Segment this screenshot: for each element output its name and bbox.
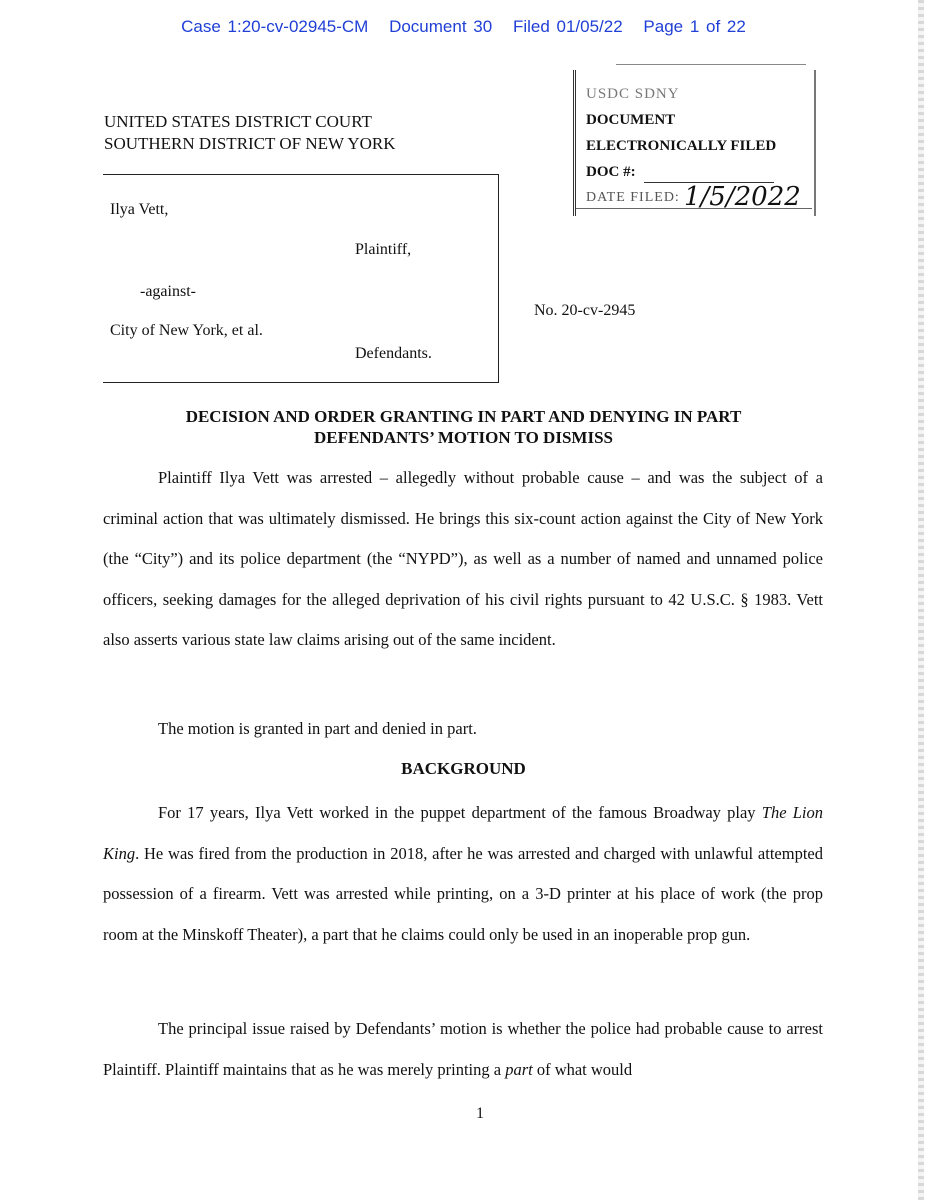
stamp-doc-number: DOC #: xyxy=(586,164,636,180)
paragraph-background xyxy=(103,793,823,955)
stamp-document: DOCUMENT xyxy=(586,112,676,128)
paragraph-disposition: The motion is granted in part and denied in part. xyxy=(158,719,477,738)
docket-number: No. 20-cv-2945 xyxy=(534,302,636,319)
document-title xyxy=(0,406,927,448)
stamp-date-filed-label: DATE FILED: xyxy=(586,190,680,205)
stamp-electronically-filed: ELECTRONICALLY FILED xyxy=(586,138,777,154)
stamp-usdc: USDC SDNY xyxy=(586,86,680,102)
document-number-header: Document 30 xyxy=(389,17,493,36)
title-line-2: DEFENDANTS’ MOTION TO DISMISS xyxy=(314,428,613,447)
play-title: The Lion King xyxy=(103,803,824,863)
background-text-a: For 17 years, Ilya Vett worked in the puppet department of the famous Broadway play xyxy=(158,803,762,822)
filed-date-header: Filed 01/05/22 xyxy=(512,17,623,36)
issue-italic-part: part xyxy=(505,1059,533,1079)
title-line-1: DECISION AND ORDER GRANTING IN PART AND DENYING IN PART xyxy=(185,407,742,426)
court-line-2: SOUTHERN DISTRICT OF NEW YORK xyxy=(104,134,396,153)
defendant-label: Defendants. xyxy=(355,345,432,362)
page-number: 1 xyxy=(476,1105,484,1122)
filing-stamp xyxy=(573,70,816,216)
plaintiff-name: Ilya Vett, xyxy=(110,201,169,218)
case-number-header: Case 1:20-cv-02945-CM xyxy=(181,17,369,36)
defendant-name: City of New York, et al. xyxy=(110,322,263,339)
court-name xyxy=(104,111,396,155)
ecf-header xyxy=(0,17,927,37)
plaintiff-label: Plaintiff, xyxy=(355,241,412,258)
paragraph-principal-issue xyxy=(103,1009,823,1090)
against-label: -against- xyxy=(140,283,196,300)
stamp-date-filed-handwritten: 1/5/2022 xyxy=(684,182,801,212)
issue-text-a: The principal issue raised by Defendants’ motion is whether the police had probable cause to arrest Plaintiff. Plaintiff maintains that as he was merely printing a xyxy=(103,1019,823,1079)
background-text-b: . He was fired from the production in 2018, after he was arrested and charged with unlawful attempted possession of a firearm. Vett was arrested while printing, on a 3-D printer at his place of work (the prop room at the Minskoff Theater), a part that he claims could only be used in an inoperable prop gun. xyxy=(103,843,823,944)
scan-edge xyxy=(918,0,924,1200)
page-count-header: Page 1 of 22 xyxy=(643,17,746,36)
issue-text-b: of what would xyxy=(532,1059,633,1079)
paragraph-intro: Plaintiff Ilya Vett was arrested – allegedly without probable cause – and was the subject of a criminal action that was ultimately dismissed. He brings this six-count action against the City of New York (the “City”) and its police department (the “NYPD”), as well as a number of named and unnamed police officers, seeking damages for the alleged deprivation of his civil rights pursuant to 42 U.S.C. § 1983. Vett also asserts various state law claims arising out of the same incident. xyxy=(103,468,823,649)
court-line-1: UNITED STATES DISTRICT COURT xyxy=(104,112,372,131)
background-heading: BACKGROUND xyxy=(401,759,526,778)
